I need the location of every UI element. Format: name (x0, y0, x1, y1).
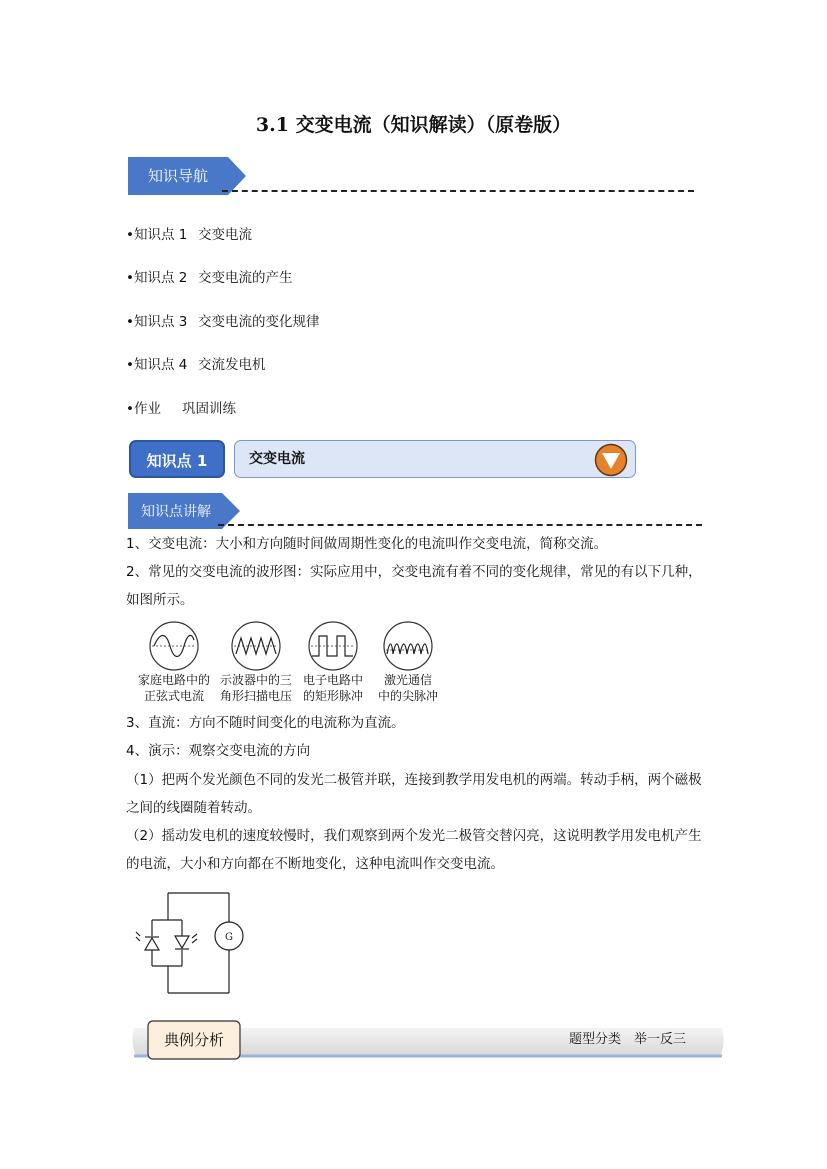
waveform-caption: 激光通信 中的尖脉冲 (377, 673, 438, 703)
paragraph: （2）摇动发电机的速度较慢时，我们观察到两个发光二极管交替闪亮，这说明教学用发电机产生的电流，大小和方向都在不断地变化，这种电流叫作交变电流。 (126, 828, 702, 872)
toc-item: •知识点 4 交流发电机 (126, 357, 266, 373)
paragraph: 2、常见的交变电流的波形图：实际应用中，交变电流有着不同的变化规律，常见的有以下几种，如图所示。 (126, 564, 702, 608)
paragraph: （1）把两个发光颜色不同的发光二极管并联，连接到教学用发电机的两端。转动手柄，两个磁极之间的线圈随着转动。 (126, 772, 702, 816)
led-circuit-diagram (134, 888, 254, 1002)
nav-section-tag (128, 157, 246, 199)
waveform-figure-sine (148, 620, 200, 676)
waveform-caption: 电子电路中 的矩形脉冲 (302, 673, 363, 703)
toc-item: •作业 巩固训练 (126, 401, 236, 417)
paragraph: 1、交变电流：大小和方向随时间做周期性变化的电流叫作交变电流，简称交流。 (126, 536, 608, 552)
paragraph: 4、演示：观察交变电流的方向 (126, 743, 311, 759)
triangle-down-icon (594, 443, 628, 481)
toc-item: •知识点 3 交变电流的变化规律 (126, 314, 320, 330)
waveform-caption: 家庭电路中的 正弦式电流 (137, 673, 210, 703)
divider (222, 190, 694, 192)
example-banner-label: 典例分析 (163, 1031, 224, 1049)
waveform-figure-spike (382, 620, 434, 676)
waveform-figure-rectangle (307, 620, 359, 676)
waveform-caption: 示波器中的三 角形扫描电压 (219, 673, 292, 703)
nav-section-label: 知识导航 (147, 167, 209, 185)
waveform-figure-triangle (230, 620, 282, 676)
toc-item: •知识点 1 交变电流 (126, 227, 252, 243)
explain-section-label: 知识点讲解 (141, 504, 211, 520)
meter-label: G (225, 932, 233, 943)
paragraph: 3、直流：方向不随时间变化的电流称为直流。 (126, 715, 405, 731)
explain-section-tag (128, 493, 240, 533)
knowledge-point-tag: 知识点 1 (129, 440, 225, 478)
example-banner-subtitle: 题型分类 举一反三 (568, 1032, 686, 1047)
toc-item: •知识点 2 交变电流的产生 (126, 270, 293, 286)
knowledge-point-title: 交变电流 (234, 440, 636, 478)
divider (218, 524, 702, 526)
page-title: 3.1 交变电流（知识解读）（原卷版） (255, 114, 572, 136)
